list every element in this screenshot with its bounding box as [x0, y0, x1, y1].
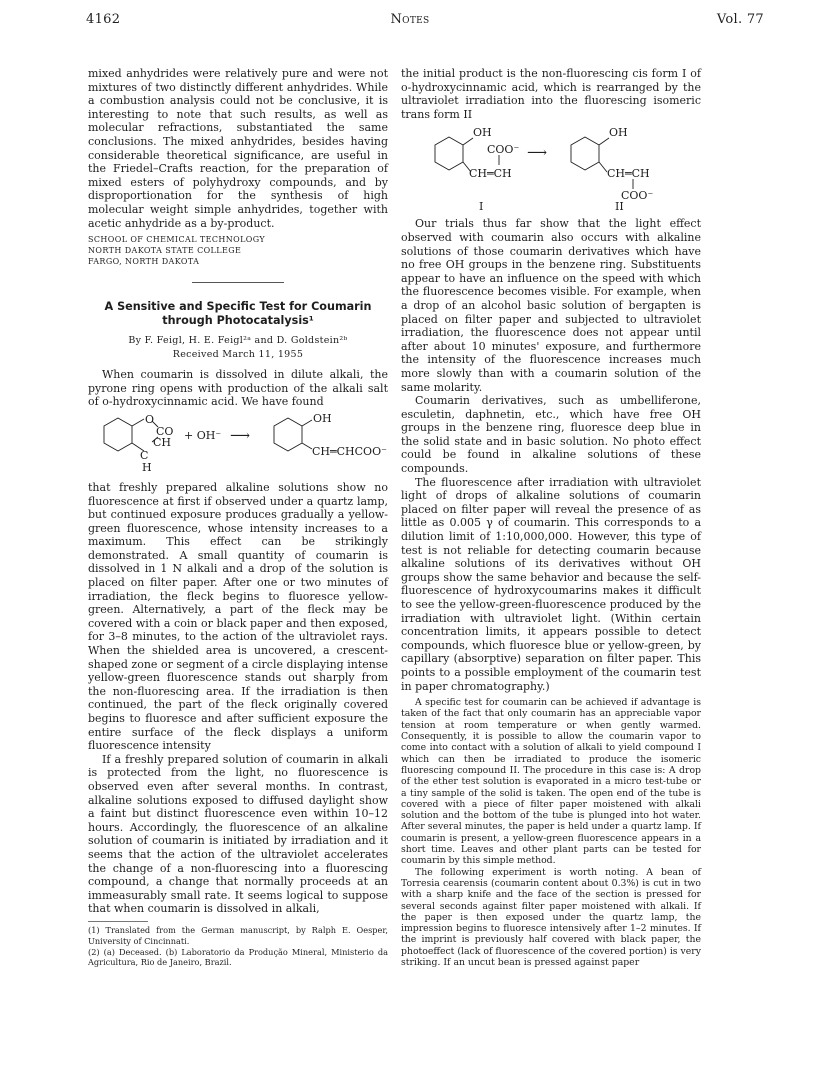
affiliation-line: FARGO, NORTH DAKOTA	[88, 257, 200, 267]
isomerization-scheme	[401, 121, 701, 213]
paragraph: The following experiment is worth noting. A bean of Torresia cearensis (coumarin content about 0.3%) is cut in two with a sharp knife and the face of the section is pressed for several seconds against filter paper moistened with alkali. If the paper is then exposed under the quartz lamp, the impression begins to fluoresce intensively after 1–2 minutes. If the imprint is previously half covered with black paper, the photoeffect (lack of fluorescence of the covered portion) is very striking. If an uncut bean is pressed against paper	[401, 866, 701, 968]
page-number: 4162	[86, 12, 121, 27]
scheme-group: OH	[473, 126, 492, 140]
paragraph: Our trials thus far show that the light effect observed with coumarin also occurs with alkaline solutions of those coumarin derivatives which have no free OH groups in the benzene ring. Substituents appear to have an influence on the speed with which the fluorescence becomes visible. For example, when a drop of an alcohol basic solution of bergapten is placed on filter paper and subjected to ultraviolet irradiation, the fluorescence does not appear until after about 10 minutes' exposure, and furthermore the intensity of the fluorescence increases much more slowly than with a coumarin solution of the same molarity.	[401, 217, 701, 394]
paragraph: A specific test for coumarin can be achieved if advantage is taken of the fact that only coumarin has an appreciable vapor tension at room temperature or when gently warmed. Consequently, it is possible to allow the coumarin vapor to come into contact with a solution of alkali to yield compound I which can then be irradiated to produce the isomeric fluorescing compound II. The procedure in this case is: A drop of the ether test solution is evaporated in a micro test-tube or a tiny sample of the solid is taken. The open end of the tube is covered with a piece of filter paper moistened with alkali solution and the bottom of the tube is plunged into hot water. After several minutes, the paper is held under a quartz lamp. If coumarin is present, a yellow-green fluorescence appears in a short time. Leaves and other plant parts can be tested for coumarin by this simple method.	[401, 697, 701, 867]
scheme-group: CO	[156, 424, 174, 438]
article-title: A Sensitive and Specific Test for Coumarin through Photocatalysis¹	[104, 300, 372, 328]
scheme-group: COO⁻	[621, 189, 654, 203]
right-column	[401, 67, 701, 968]
scheme-group: COO⁻	[487, 143, 520, 157]
compound-label: I	[479, 200, 484, 214]
scheme-group: OH	[313, 411, 332, 425]
affiliation-line: SCHOOL OF CHEMICAL TECHNOLOGY	[88, 235, 266, 245]
scheme-atom: H	[142, 460, 152, 474]
paragraph: that freshly prepared alkaline solutions show no fluorescence at first if observed under a quartz lamp, but continued exposure produces gradually a yellow-green fluorescence, whose intensity increases to a maximum. This effect can be strikingly demonstrated. A small quantity of coumarin is dissolved in 1 N alkali and a drop of the solution is placed on filter paper. After one or two minutes of irradiation, the fleck begins to fluoresce yellow-green. Alternatively, a part of the fleck may be covered with a coin or black paper and then exposed, for 3–8 minutes, to the action of the ultraviolet rays. When the shielded area is uncovered, a crescent-shaped zone or segment of a circle displaying intense yellow-green fluorescence stands out sharply from the non-fluorescing area. If the irradiation is then continued, the part of the fleck originally covered begins to fluoresce and after sufficient exposure the entire surface of the fleck displays a uniform fluorescence intensity	[88, 480, 388, 753]
author-line: By F. Feigl, H. E. Feigl²ᵃ and D. Goldstein²ᵇ	[128, 335, 348, 347]
left-column	[88, 67, 388, 968]
paragraph: The fluorescence after irradiation with ultraviolet light of drops of alkaline solutions of coumarin placed on filter paper will reveal the presence of as little as 0.005 γ of coumarin. This corresponds to a dilution limit of 1:10,000,000. However, this type of test is not reliable for detecting coumarin because alkaline solutions of its derivatives without OH groups show the same behavior and because the self-fluorescence of hydroxycoumarins makes it difficult to see the yellow-green-fluorescence produced by the irradiation with ultraviolet light. (Within certain concentration limits, it appears possible to detect compounds, which fluoresce blue or yellow-green, by capillary (absorptive) separation on filter paper. This points to a possible employment of the coumarin test in paper chromatography.)	[401, 475, 701, 693]
footnote: (1) Translated from the German manuscript, by Ralph E. Oesper, University of Cincinnati.	[88, 924, 388, 946]
scheme-group: OH	[609, 126, 628, 140]
paragraph: When coumarin is dissolved in dilute alkali, the pyrone ring opens with production of the alkali salt of o-hydroxycinnamic acid. We have found	[88, 368, 388, 409]
scheme-atom: O	[145, 412, 155, 426]
scheme-chain: CH═CHCOO⁻	[312, 444, 387, 458]
affiliation-line: NORTH DAKOTA STATE COLLEGE	[88, 246, 242, 256]
footnote-divider	[88, 921, 148, 922]
scheme-chain: CH═CH	[607, 167, 650, 181]
scheme-group: CH	[153, 435, 172, 449]
footnote: (2) (a) Deceased. (b) Laboratorio da Produção Mineral, Ministerio da Agricultura, Rio de Janeiro, Brazil.	[88, 946, 388, 968]
paragraph: mixed anhydrides were relatively pure and were not mixtures of two distinctly different anhydrides. While a combustion analysis could not be conclusive, it is interesting to note that such results, as well as molecular refractions, substantiated the same conclusions. The mixed anhydrides, besides having considerable theoretical significance, are useful in the Friedel–Crafts reaction, for the preparation of mixed esters of polyhydroxy compounds, and by disproportionation for the synthesis of high molecular weight simple anhydrides, together with acetic anhydride as a by-product.	[88, 67, 388, 230]
compound-label: II	[615, 200, 624, 214]
section-divider	[192, 282, 284, 283]
scheme-reagent: + OH⁻	[184, 428, 222, 442]
paragraph: the initial product is the non-fluorescing cis form I of o-hydroxycinnamic acid, which is rearranged by the ultraviolet irradiation into the fluorescing isomeric trans form II	[401, 67, 701, 121]
affiliation	[88, 234, 388, 267]
paragraph: Coumarin derivatives, such as umbelliferone, esculetin, daphnetin, etc., which have free OH groups in the benzene ring, fluoresce deep blue in the solid state and in basic solution. No photo effect could be found in alkaline solutions of these compounds.	[401, 394, 701, 476]
coumarin-reaction-scheme	[88, 409, 388, 477]
volume-label: Vol. 77	[716, 12, 764, 27]
reaction-arrow: ⟶	[230, 427, 251, 444]
scheme-chain: CH═CH	[469, 167, 512, 181]
paragraph: If a freshly prepared solution of coumarin in alkali is protected from the light, no fluorescence is observed even after several months. In contrast, alkaline solutions exposed to diffused daylight show a faint but distinct fluorescence even within 10–12 hours. Accordingly, the fluorescence of an alkaline solution of coumarin is initiated by irradiation and it seems that the action of the ultraviolet accelerates the change of a non-fluorescing into a fluorescing compound, a change that normally proceeds at an immeasurably small rate. It seems logical to suppose that when coumarin is dissolved in alkali,	[88, 752, 388, 916]
received-date: Received March 11, 1955	[172, 349, 304, 361]
running-head: Notes	[390, 12, 430, 27]
scheme-atom: C	[140, 448, 149, 462]
reaction-arrow: ⟶	[527, 145, 548, 162]
